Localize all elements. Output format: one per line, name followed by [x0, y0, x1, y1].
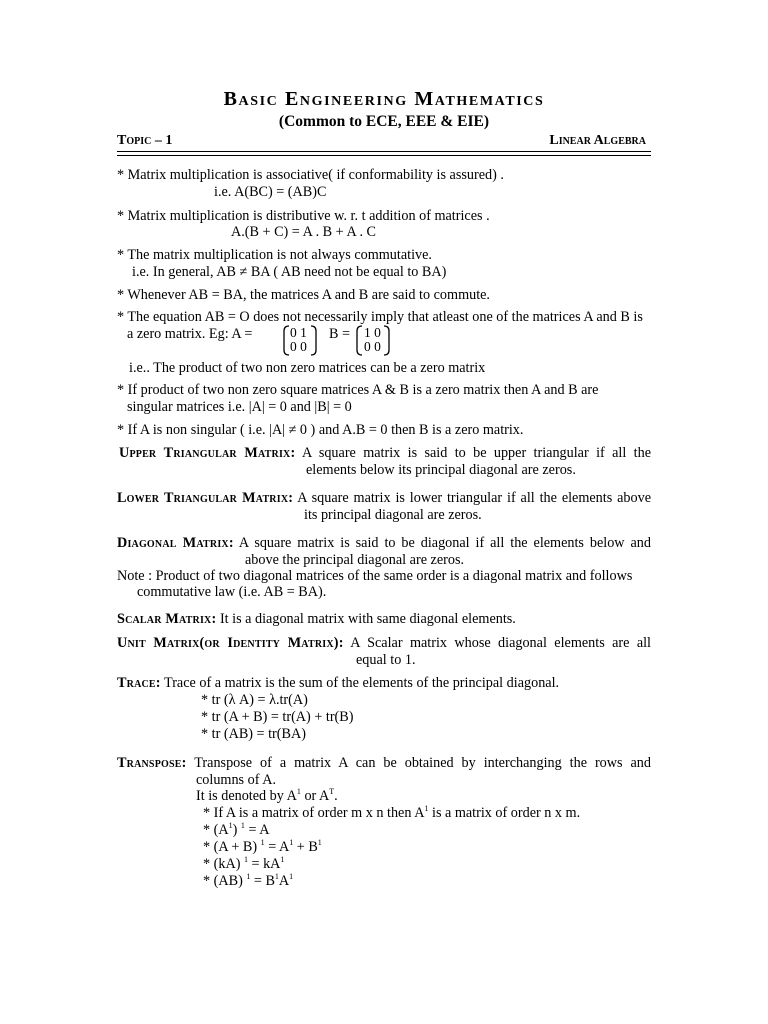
unit-definition	[117, 635, 651, 652]
transpose-text: Transpose of a matrix A can be obtained by interchanging the rows and	[194, 755, 651, 771]
distributive-formula: A.(B + C) = A . B + A . C	[231, 224, 377, 240]
document-title: Basic Engineering Mathematics	[223, 88, 545, 110]
upper-triangular-text: A square matrix is said to be upper triangular if all the	[301, 445, 651, 461]
lower-triangular-heading: Lower Triangular Matrix:	[117, 490, 294, 506]
matrix-b	[359, 326, 395, 356]
unit-text-2: equal to 1.	[356, 652, 416, 668]
zero-product-example: a zero matrix. Eg: A =	[127, 326, 253, 342]
transpose-order-rule: * If A is a matrix of order m x n then $A^1$ is a matrix of order n x m.	[203, 804, 581, 821]
matrix-b-label: B =	[329, 326, 351, 342]
associative-statement: * Matrix multiplication is associative( if conformability is assured) .	[117, 167, 504, 183]
diagonal-text: A square matrix is said to be diagonal if all the elements below and	[238, 535, 651, 551]
trace-definition	[117, 675, 559, 692]
diagonal-text-2: above the principal diagonal are zeros.	[245, 552, 465, 568]
trace-rule-2: * tr (A + B) = tr(A) + tr(B)	[201, 709, 354, 725]
matrix-a-row-2: 0 0	[290, 339, 307, 354]
diagonal-note-2: commutative law (i.e. AB = BA).	[137, 584, 327, 600]
lower-triangular-definition	[117, 490, 651, 507]
trace-text: Trace of a matrix is the sum of the elements of the principal diagonal.	[164, 675, 560, 691]
document-subtitle: (Common to ECE, EEE & EIE)	[278, 113, 490, 130]
upper-triangular-heading: Upper Triangular Matrix:	[119, 445, 296, 461]
upper-triangular-text-2: elements below its principal diagonal are zeros.	[306, 462, 576, 478]
upper-triangular-definition	[119, 445, 651, 462]
lower-triangular-text: A square matrix is lower triangular if all the elements above	[297, 490, 651, 506]
nonsingular-statement: * If A is non singular ( i.e. |A| ≠ 0 ) and A.B = 0 then B is a zero matrix.	[117, 422, 524, 438]
matrix-a-brackets	[283, 325, 319, 357]
matrix-a-row-1: 0 1	[290, 325, 307, 340]
diagonal-heading: Diagonal Matrix:	[117, 535, 234, 551]
trace-rule-3: * tr (AB) = tr(BA)	[201, 726, 306, 742]
topic-bar	[117, 133, 651, 150]
transpose-text-2: columns of A.	[196, 772, 276, 788]
matrix-b-row-2: 0 0	[364, 339, 381, 354]
commutative-note: i.e. In general, AB ≠ BA ( AB need not be equal to BA)	[132, 264, 447, 280]
commute-statement: * Whenever AB = BA, the matrices A and B are said to commute.	[117, 287, 490, 303]
topic-number: Topic – 1	[117, 133, 173, 148]
matrix-b-row-1: 1 0	[364, 325, 381, 340]
commutative-statement: * The matrix multiplication is not always commutative.	[117, 247, 432, 263]
trace-heading: Trace:	[117, 675, 161, 691]
matrix-b-brackets	[356, 325, 392, 357]
zero-product-conclusion: i.e.. The product of two non zero matrices can be a zero matrix	[129, 360, 486, 376]
distributive-statement: * Matrix multiplication is distributive w. r. t addition of matrices .	[117, 208, 490, 224]
singular-statement: * If product of two non zero square matrices A & B is a zero matrix then A and B are	[117, 382, 599, 398]
transpose-notation: It is denoted by $A^1$ or $A^T$.	[196, 787, 338, 804]
scalar-heading: Scalar Matrix:	[117, 611, 217, 627]
transpose-rule-4: * (AB) $^1 = B^1A^1$	[203, 872, 294, 889]
lower-triangular-text-2: its principal diagonal are zeros.	[304, 507, 482, 523]
transpose-rule-2: * (A + B) $^1 = A^1 + B^1$	[203, 838, 322, 855]
trace-rule-1: * tr (λ A) = λ.tr(A)	[201, 692, 308, 708]
matrix-a	[286, 326, 322, 356]
transpose-rule-3: * (kA) $^1 = kA^1$	[203, 855, 285, 872]
associative-formula: i.e. A(BC) = (AB)C	[214, 184, 327, 200]
diagonal-note: Note : Product of two diagonal matrices of the same order is a diagonal matrix and follows	[117, 568, 633, 584]
unit-heading: Unit Matrix(or Identity Matrix):	[117, 635, 344, 651]
topic-name: Linear Algebra	[549, 133, 646, 148]
scalar-definition	[117, 611, 516, 628]
diagonal-definition	[117, 535, 651, 552]
transpose-rule-1: * $(A^1) ^1 = A$	[203, 821, 270, 838]
header-rule-bottom	[117, 155, 651, 156]
transpose-heading: Transpose:	[117, 755, 187, 771]
singular-condition: singular matrices i.e. |A| = 0 and |B| = 0	[127, 399, 352, 415]
zero-product-statement: * The equation AB = O does not necessarily imply that atleast one of the matrices A and B is	[117, 309, 643, 325]
unit-text: A Scalar matrix whose diagonal elements are all	[350, 635, 652, 651]
scalar-text: It is a diagonal matrix with same diagonal elements.	[219, 611, 516, 627]
header-rule-top	[117, 151, 651, 152]
transpose-definition	[117, 755, 651, 772]
